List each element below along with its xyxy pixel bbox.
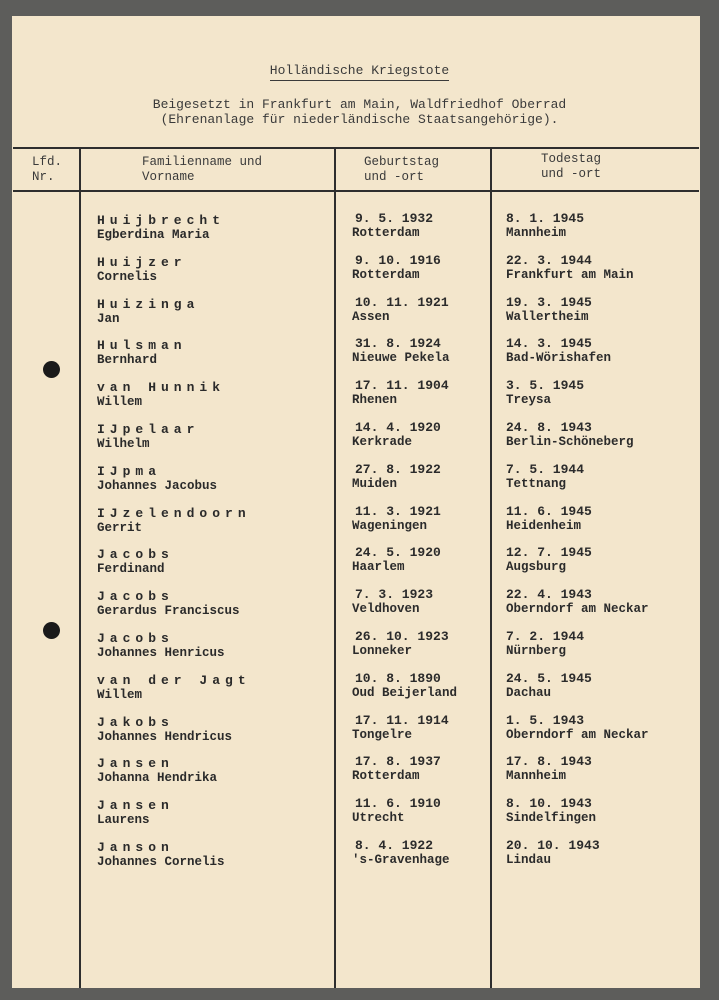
birth-place-cell: Utrecht [352, 811, 405, 826]
table-header-rule [13, 190, 699, 192]
table-row [0, 503, 719, 548]
surname-cell: Jansen [97, 756, 174, 772]
document-title [0, 63, 719, 78]
birth-date-cell: 27. 8. 1922 [355, 461, 441, 477]
document-subtitle-line1: Beigesetzt in Frankfurt am Main, Waldfriedhof Oberrad [152, 97, 567, 112]
death-date-cell: 11. 6. 1945 [506, 503, 592, 519]
table-row [0, 338, 719, 380]
surname-cell: Jacobs [97, 547, 174, 563]
header-nr: Nr. [32, 170, 55, 184]
document-title-text: Holländische Kriegstote [270, 63, 449, 81]
punch-hole-upper [43, 361, 60, 378]
death-date-cell: 8. 10. 1943 [506, 796, 592, 812]
birth-place-cell: Haarlem [352, 560, 405, 575]
surname-cell: Jacobs [97, 631, 174, 646]
header-death-line2: und -ort [541, 167, 602, 181]
birth-place-cell: Kerkrade [352, 435, 413, 449]
given-name-cell: Johannes Cornelis [97, 855, 225, 869]
table-row [0, 840, 719, 882]
surname-cell: Jansen [97, 798, 174, 814]
birth-date-cell: 9. 10. 1916 [355, 252, 441, 268]
death-place-cell: Frankfurt am Main [506, 267, 634, 282]
death-date-cell: 22. 4. 1943 [506, 587, 592, 603]
birth-place-cell: 's-Gravenhage [352, 853, 450, 867]
given-name-cell: Gerrit [97, 520, 143, 535]
death-date-cell: 3. 5. 1945 [506, 378, 585, 394]
birth-place-cell: Lonneker [352, 644, 413, 658]
surname-cell: Huizinga [97, 296, 200, 312]
death-place-cell: Tettnang [506, 476, 567, 491]
header-birth-line2: und -ort [364, 170, 425, 184]
given-name-cell: Egberdina Maria [97, 228, 210, 242]
table-row [0, 547, 719, 589]
death-date-cell: 14. 3. 1945 [506, 336, 592, 352]
header-name-line2: Vorname [142, 170, 195, 184]
birth-place-cell: Assen [352, 309, 390, 324]
surname-cell: van der Jagt [97, 672, 251, 688]
given-name-cell: Cornelis [97, 269, 158, 284]
table-row [0, 798, 719, 840]
birth-place-cell: Muiden [352, 476, 398, 491]
death-place-cell: Oberndorf am Neckar [506, 727, 649, 742]
header-death [541, 152, 601, 182]
death-date-cell: 17. 8. 1943 [506, 754, 592, 770]
header-name-line1: Familienname und [142, 155, 263, 169]
birth-place-cell: Rhenen [352, 393, 398, 408]
table-row [0, 589, 719, 631]
surname-cell: IJpelaar [97, 422, 200, 437]
birth-date-cell: 11. 3. 1921 [355, 503, 441, 519]
death-place-cell: Mannheim [506, 226, 567, 240]
table-row [0, 756, 719, 798]
header-death-line1: Todestag [541, 152, 602, 166]
death-place-cell: Treysa [506, 393, 552, 408]
surname-cell: IJpma [97, 463, 162, 479]
table-row [0, 422, 719, 464]
surname-cell: Janson [97, 840, 174, 855]
table-top-rule [13, 147, 699, 149]
surname-cell: Huijbrecht [97, 213, 226, 228]
birth-place-cell: Rotterdam [352, 769, 420, 784]
birth-place-cell: Rotterdam [352, 226, 420, 240]
birth-date-cell: 26. 10. 1923 [355, 629, 449, 644]
table-row [0, 252, 719, 297]
surname-cell: IJzelendoorn [97, 505, 251, 521]
document-subtitle-line2: (Ehrenanlage für niederländische Staatsangehörige). [160, 112, 559, 127]
death-date-cell: 22. 3. 1944 [506, 252, 592, 268]
death-place-cell: Oberndorf am Neckar [506, 602, 649, 617]
header-lfd: Lfd. [32, 155, 63, 169]
surname-cell: Jakobs [97, 714, 174, 730]
given-name-cell: Jan [97, 311, 120, 326]
death-date-cell: 24. 5. 1945 [506, 670, 592, 686]
table-row [0, 380, 719, 422]
death-place-cell: Sindelfingen [506, 811, 597, 826]
header-birth-line1: Geburtstag [364, 155, 440, 169]
header-lfd-nr [32, 155, 62, 185]
given-name-cell: Bernhard [97, 353, 158, 368]
birth-date-cell: 11. 6. 1910 [355, 796, 441, 812]
table-row [0, 670, 719, 715]
birth-place-cell: Veldhoven [352, 602, 420, 617]
birth-date-cell: 10. 11. 1921 [355, 294, 449, 310]
table-row [0, 294, 719, 339]
birth-date-cell: 24. 5. 1920 [355, 545, 441, 561]
death-place-cell: Dachau [506, 685, 552, 700]
birth-date-cell: 31. 8. 1924 [355, 336, 441, 352]
death-place-cell: Berlin-Schöneberg [506, 435, 634, 449]
punch-hole-lower [43, 622, 60, 639]
death-date-cell: 7. 2. 1944 [506, 629, 585, 644]
surname-cell: Hulsman [97, 338, 187, 354]
death-date-cell: 19. 3. 1945 [506, 294, 592, 310]
birth-date-cell: 17. 11. 1914 [355, 712, 449, 728]
death-date-cell: 1. 5. 1943 [506, 712, 585, 728]
surname-cell: Jacobs [97, 589, 174, 605]
death-place-cell: Nürnberg [506, 644, 567, 658]
birth-place-cell: Tongelre [352, 727, 413, 742]
birth-date-cell: 10. 8. 1890 [355, 670, 441, 686]
death-place-cell: Heidenheim [506, 518, 582, 533]
surname-cell: Huijzer [97, 254, 187, 270]
given-name-cell: Johannes Henricus [97, 646, 225, 660]
given-name-cell: Laurens [97, 813, 150, 828]
table-row [0, 631, 719, 673]
birth-place-cell: Rotterdam [352, 267, 420, 282]
header-name [142, 155, 292, 185]
death-place-cell: Bad-Wörishafen [506, 351, 612, 366]
given-name-cell: Johannes Jacobus [97, 478, 218, 493]
given-name-cell: Wilhelm [97, 437, 150, 451]
table-row [0, 712, 719, 757]
birth-date-cell: 17. 11. 1904 [355, 378, 449, 394]
birth-date-cell: 9. 5. 1932 [355, 211, 434, 226]
birth-date-cell: 8. 4. 1922 [355, 838, 434, 853]
given-name-cell: Gerardus Franciscus [97, 604, 240, 619]
given-name-cell: Johannes Hendricus [97, 729, 233, 744]
birth-place-cell: Oud Beijerland [352, 685, 458, 700]
death-date-cell: 8. 1. 1945 [506, 211, 585, 226]
death-place-cell: Mannheim [506, 769, 567, 784]
birth-date-cell: 14. 4. 1920 [355, 420, 441, 435]
birth-place-cell: Wageningen [352, 518, 428, 533]
surname-cell: van Hunnik [97, 380, 226, 396]
death-date-cell: 7. 5. 1944 [506, 461, 585, 477]
death-date-cell: 24. 8. 1943 [506, 420, 592, 435]
given-name-cell: Willem [97, 395, 143, 410]
death-place-cell: Augsburg [506, 560, 567, 575]
death-date-cell: 12. 7. 1945 [506, 545, 592, 561]
death-place-cell: Lindau [506, 853, 552, 867]
death-place-cell: Wallertheim [506, 309, 589, 324]
table-row [0, 213, 719, 255]
birth-date-cell: 17. 8. 1937 [355, 754, 441, 770]
given-name-cell: Willem [97, 687, 143, 702]
birth-date-cell: 7. 3. 1923 [355, 587, 434, 603]
death-date-cell: 20. 10. 1943 [506, 838, 600, 853]
given-name-cell: Johanna Hendrika [97, 771, 218, 786]
header-birth [364, 155, 439, 185]
table-row [0, 461, 719, 506]
birth-place-cell: Nieuwe Pekela [352, 351, 450, 366]
given-name-cell: Ferdinand [97, 562, 165, 577]
